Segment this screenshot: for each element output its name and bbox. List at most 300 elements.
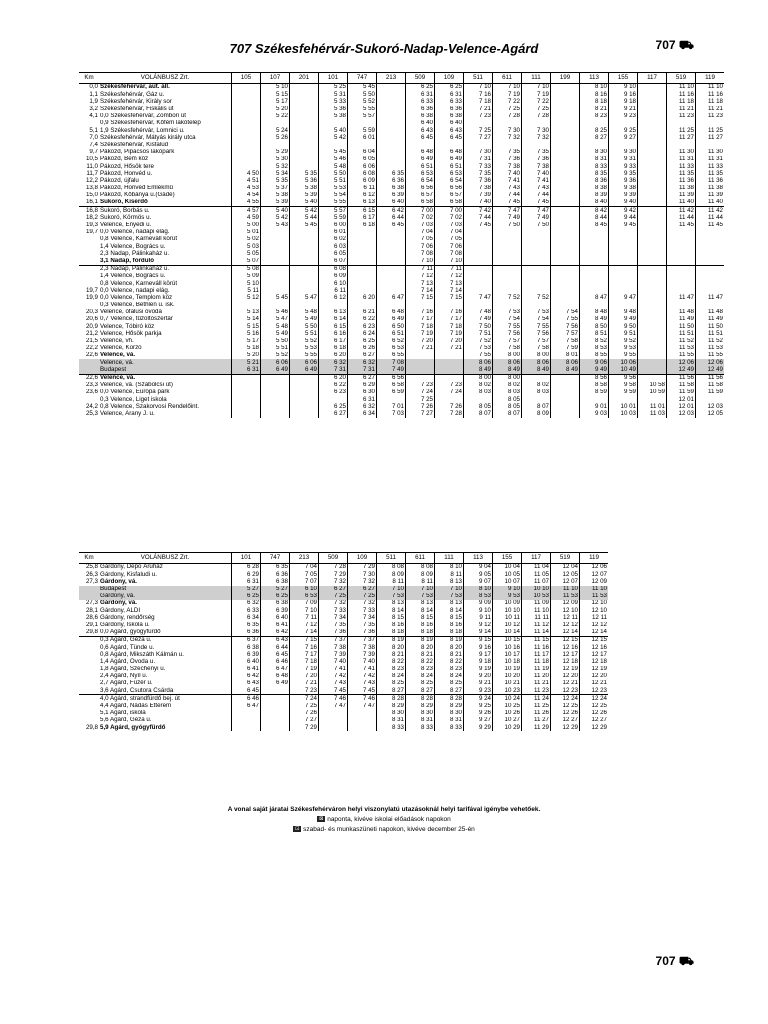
footnote-main: A vonal saját járatai Székesfehérváron helyi viszonylatú utazásoknál helyi tarifával igénybe vehetőek. (227, 806, 541, 813)
departure-time: 6 48 (435, 149, 464, 156)
departure-time: 8 44 (580, 214, 609, 221)
departure-time (232, 106, 261, 113)
departure-time: 5 55 (290, 352, 319, 359)
trip-number: 519 (551, 553, 580, 564)
departure-time: 8 36 (580, 177, 609, 184)
departure-time: 6 05 (319, 250, 348, 257)
departure-time: 6 18 (319, 345, 348, 352)
departure-time (377, 265, 406, 273)
departure-time: 11 18 (667, 98, 696, 105)
departure-time: 7 53 (406, 593, 435, 600)
departure-time: 6 53 (435, 170, 464, 177)
departure-time: 5 10 (232, 280, 261, 287)
table-row (79, 629, 608, 637)
departure-time: 11 38 (667, 185, 696, 192)
departure-time: 6 39 (261, 607, 290, 614)
departure-time: 11 27 (696, 134, 725, 141)
departure-time (290, 163, 319, 170)
departure-time (290, 273, 319, 280)
departure-time: 6 38 (232, 644, 261, 651)
departure-time: 8 24 (377, 673, 406, 680)
departure-time (261, 396, 290, 403)
departure-time: 11 10 (551, 586, 580, 593)
stop-name: 5,6 Agárd, Géza u. (100, 716, 152, 724)
departure-time (522, 243, 551, 250)
departure-time: 8 09 (377, 571, 406, 578)
departure-time (638, 280, 667, 287)
departure-time (551, 192, 580, 199)
departure-time: 7 25 (522, 106, 551, 113)
departure-time: 6 35 (377, 170, 406, 177)
departure-time: 11 25 (522, 703, 551, 710)
departure-time (638, 265, 667, 273)
departure-time: 5 21 (232, 359, 261, 366)
trip-number: 101 (232, 553, 261, 564)
departure-time: 8 39 (580, 192, 609, 199)
departure-time: 10 10 (493, 607, 522, 614)
departure-time (638, 199, 667, 207)
departure-time: 6 39 (377, 192, 406, 199)
departure-time: 8 06 (464, 359, 493, 366)
departure-time: 7 45 (493, 199, 522, 207)
stop-name: 3,1 Nadap, forduló (100, 257, 154, 264)
departure-time: 8 06 (551, 359, 580, 366)
departure-time: 11 59 (696, 389, 725, 396)
departure-time (290, 250, 319, 257)
departure-time: 11 17 (522, 651, 551, 658)
departure-time (406, 366, 435, 374)
departure-time: 6 45 (435, 134, 464, 141)
departure-time: 8 00 (493, 374, 522, 382)
table-row (79, 382, 724, 389)
departure-time: 5 42 (319, 134, 348, 141)
stop-name: 0,0 Velence, nadapi elág. (100, 228, 170, 236)
departure-time: 6 48 (261, 673, 290, 680)
departure-time: 6 49 (261, 366, 290, 374)
departure-time: 8 11 (406, 578, 435, 585)
trip-number: 747 (261, 553, 290, 564)
departure-time: 8 30 (580, 149, 609, 156)
departure-time: 7 25 (290, 703, 319, 710)
departure-time: 6 32 (348, 359, 377, 366)
departure-time (638, 236, 667, 243)
departure-time: 7 08 (377, 359, 406, 366)
departure-time (232, 302, 261, 309)
departure-time: 8 58 (580, 382, 609, 389)
departure-time: 11 44 (696, 214, 725, 221)
departure-time: 7 41 (319, 666, 348, 673)
departure-time: 10 26 (493, 710, 522, 717)
departure-time (580, 250, 609, 257)
stop-name: Gárdony, ALDI (100, 607, 141, 614)
stop-name: Pákozd, Kőbánya u.(Gádé) (100, 191, 175, 199)
departure-time (464, 265, 493, 273)
departure-time: 7 44 (464, 214, 493, 221)
departure-time: 10 04 (493, 564, 522, 572)
departure-time (522, 280, 551, 287)
departure-time: 5 59 (348, 127, 377, 134)
departure-time: 5 35 (261, 177, 290, 184)
departure-time: 12 09 (580, 578, 609, 585)
departure-time (609, 273, 638, 280)
departure-time (696, 120, 725, 127)
timetable-lower (79, 552, 608, 731)
departure-time (290, 280, 319, 287)
trip-number: 107 (261, 73, 290, 84)
departure-time: 6 14 (319, 316, 348, 323)
departure-time: 11 10 (667, 84, 696, 92)
departure-time (551, 374, 580, 382)
departure-time: 8 03 (522, 389, 551, 396)
departure-time (348, 280, 377, 287)
departure-time: 11 45 (667, 222, 696, 229)
trip-number: 201 (290, 73, 319, 84)
departure-time: 8 33 (580, 163, 609, 170)
departure-time: 8 18 (435, 629, 464, 637)
departure-time: 7 24 (406, 389, 435, 396)
departure-time (319, 717, 348, 724)
departure-time: 12 21 (551, 680, 580, 687)
departure-time: 8 00 (522, 352, 551, 359)
departure-time (493, 280, 522, 287)
departure-time: 12 12 (551, 622, 580, 629)
departure-time (638, 106, 667, 113)
departure-time (232, 156, 261, 163)
departure-time: 9 38 (609, 185, 638, 192)
departure-time: 7 11 (290, 614, 319, 621)
departure-time: 6 47 (261, 666, 290, 673)
departure-time: 8 16 (377, 622, 406, 629)
stop-name: 2,3 Nadap, Pálinkaház u. (99, 265, 232, 273)
departure-time: 6 53 (290, 593, 319, 600)
departure-time (638, 396, 667, 403)
departure-time (551, 287, 580, 294)
departure-time: 8 20 (377, 644, 406, 651)
departure-time: 5 57 (319, 207, 348, 215)
departure-time: 5 00 (232, 222, 261, 229)
departure-time: 7 46 (348, 695, 377, 703)
departure-time: 7 18 (435, 323, 464, 330)
departure-time: 8 15 (406, 614, 435, 621)
departure-time: 9 42 (609, 207, 638, 215)
departure-time (551, 98, 580, 105)
km-cell: 25,3 (85, 410, 98, 417)
departure-time (667, 250, 696, 257)
stop-name: Velence, Tóbiró köz (100, 323, 155, 330)
table-row (79, 222, 724, 229)
departure-time: 6 36 (406, 106, 435, 113)
departure-time (522, 258, 551, 266)
departure-time: 7 35 (464, 170, 493, 177)
departure-time: 8 33 (406, 724, 435, 731)
departure-time: 7 32 (319, 600, 348, 607)
departure-time (580, 396, 609, 403)
departure-time: 7 07 (290, 578, 319, 585)
departure-time: 8 24 (406, 673, 435, 680)
departure-time (551, 382, 580, 389)
departure-time: 7 55 (493, 323, 522, 330)
departure-time: 7 41 (493, 177, 522, 184)
departure-time: 7 10 (406, 258, 435, 266)
departure-time: 6 06 (348, 163, 377, 170)
departure-time: 6 54 (435, 177, 464, 184)
departure-time (638, 142, 667, 149)
stop-name: 0,0 Székesfehérvár, Zombori út (100, 112, 186, 120)
stop-name: Gárdony, Depo Áruház (100, 563, 163, 571)
departure-time: 7 15 (290, 636, 319, 644)
departure-time: 9 23 (464, 687, 493, 695)
departure-time (667, 236, 696, 243)
bus-icon: ⛟ (678, 38, 694, 52)
departure-time: 6 35 (232, 622, 261, 629)
departure-time: 10 20 (493, 673, 522, 680)
departure-time: 7 50 (464, 323, 493, 330)
departure-time: 7 04 (435, 229, 464, 236)
departure-time: 5 32 (261, 163, 290, 170)
departure-time: 5 31 (319, 91, 348, 98)
departure-time: 8 59 (580, 389, 609, 396)
departure-time: 6 15 (348, 207, 377, 215)
departure-time: 6 38 (261, 600, 290, 607)
departure-time: 12 14 (551, 629, 580, 637)
departure-time (638, 330, 667, 337)
table-row (79, 316, 724, 323)
departure-time: 7 55 (522, 323, 551, 330)
departure-time: 5 42 (261, 214, 290, 221)
departure-time: 11 53 (551, 593, 580, 600)
stop-name: 0,8 Velence, Szakorvosi Rendelőint. (100, 403, 200, 410)
trip-number: 105 (232, 73, 261, 84)
trip-number: 509 (319, 553, 348, 564)
departure-time: 7 05 (406, 236, 435, 243)
departure-time: 5 49 (261, 330, 290, 337)
departure-time: 5 50 (290, 323, 319, 330)
departure-time: 6 25 (261, 593, 290, 600)
departure-time: 9 29 (464, 724, 493, 731)
departure-time: 6 29 (348, 382, 377, 389)
departure-time: 11 31 (696, 156, 725, 163)
km-cell: 7,4 (89, 141, 98, 148)
departure-time: 10 01 (609, 403, 638, 410)
departure-time (551, 410, 580, 417)
departure-time: 8 20 (406, 644, 435, 651)
departure-time (464, 396, 493, 403)
departure-time: 11 11 (522, 614, 551, 621)
departure-time: 5 52 (348, 98, 377, 105)
departure-time: 8 55 (580, 352, 609, 359)
departure-time (290, 91, 319, 98)
departure-time: 6 06 (261, 359, 290, 366)
departure-time: 11 36 (696, 177, 725, 184)
departure-time: 5 14 (232, 316, 261, 323)
stop-name: Gárdony, vá. (99, 593, 232, 600)
departure-time: 11 29 (522, 724, 551, 731)
departure-time (638, 177, 667, 184)
departure-time: 7 36 (522, 156, 551, 163)
departure-time: 9 25 (609, 127, 638, 134)
departure-time: 9 56 (609, 374, 638, 382)
km-cell (79, 250, 99, 257)
stop-name: Gárdony, Kisfaludi u. (100, 571, 157, 578)
departure-time: 12 19 (580, 666, 609, 673)
departure-time: 7 18 (290, 658, 319, 665)
departure-time: 11 45 (696, 222, 725, 229)
stop-name: Velence, vá. (99, 359, 232, 366)
departure-time: 7 14 (406, 287, 435, 294)
departure-time (232, 389, 261, 396)
departure-time: 11 15 (522, 636, 551, 644)
departure-time: 7 58 (493, 345, 522, 352)
km-cell (79, 651, 99, 658)
departure-time (580, 142, 609, 149)
km-cell: 13,8 (85, 184, 98, 192)
departure-time (696, 258, 725, 266)
departure-time (261, 389, 290, 396)
departure-time: 7 03 (377, 410, 406, 417)
trip-number: 113 (580, 73, 609, 84)
departure-time (406, 302, 435, 309)
departure-time: 6 22 (319, 382, 348, 389)
trip-number: 213 (290, 553, 319, 564)
table-row (79, 265, 724, 273)
departure-time: 7 12 (290, 622, 319, 629)
departure-time: 6 27 (319, 410, 348, 417)
departure-time: 4 50 (232, 170, 261, 177)
departure-time: 7 40 (522, 170, 551, 177)
departure-time: 10 23 (493, 687, 522, 695)
stop-name: 0,8 Velence, Karneváll körút (100, 280, 178, 287)
departure-time (493, 287, 522, 294)
departure-time: 7 53 (377, 593, 406, 600)
departure-time (667, 273, 696, 280)
departure-time: 6 32 (348, 403, 377, 410)
stop-name: 4,0 Agárd, strandfürdő bej. út (99, 695, 232, 703)
table-row (79, 345, 724, 352)
departure-time: 8 49 (580, 316, 609, 323)
departure-time: 11 48 (696, 309, 725, 316)
departure-time (696, 302, 725, 309)
km-cell: 19,7 (85, 287, 98, 294)
stop-name: 5,9 Agárd, gyógyfürdő (100, 724, 166, 731)
departure-time: 8 27 (406, 687, 435, 695)
departure-time (551, 134, 580, 141)
departure-time: 11 33 (696, 163, 725, 170)
departure-time: 6 58 (435, 199, 464, 207)
departure-time: 7 45 (522, 199, 551, 207)
departure-time: 9 36 (609, 177, 638, 184)
departure-time: 12 07 (551, 578, 580, 585)
departure-time: 11 56 (667, 374, 696, 382)
table-row (79, 229, 724, 236)
departure-time: 11 39 (667, 192, 696, 199)
km-cell: 0,0 (89, 83, 98, 91)
stop-name: 1,4 Velence, Bogrács u. (100, 243, 166, 250)
departure-time: 9 23 (609, 113, 638, 120)
departure-time (290, 396, 319, 403)
departure-time: 4 57 (232, 207, 261, 215)
departure-time: 6 01 (319, 229, 348, 236)
departure-time (638, 120, 667, 127)
stop-name: Pákozd, Honvéd u. (100, 170, 153, 177)
departure-time (667, 229, 696, 236)
departure-time (232, 149, 261, 156)
departure-time (551, 243, 580, 250)
trip-number: 611 (493, 73, 522, 84)
departure-time (261, 687, 290, 695)
departure-time: 7 17 (435, 316, 464, 323)
departure-time (551, 156, 580, 163)
departure-time: 6 44 (261, 644, 290, 651)
departure-time: 12 49 (667, 366, 696, 374)
km-cell: 5,1 (89, 127, 98, 134)
table-row (79, 695, 608, 703)
departure-time: 8 21 (406, 651, 435, 658)
departure-time (464, 302, 493, 309)
departure-time: 9 07 (464, 578, 493, 585)
departure-time (609, 250, 638, 257)
departure-time: 6 40 (261, 614, 290, 621)
departure-time: 9 44 (609, 214, 638, 221)
departure-time (667, 120, 696, 127)
departure-time (290, 236, 319, 243)
departure-time: 8 14 (406, 607, 435, 614)
departure-time: 12 17 (551, 651, 580, 658)
departure-time: 12 23 (551, 687, 580, 695)
stop-name: Velence, ófalusi óvoda (100, 308, 162, 316)
departure-time (638, 156, 667, 163)
departure-time: 5 53 (319, 185, 348, 192)
departure-time: 8 08 (377, 564, 406, 572)
departure-time (261, 229, 290, 236)
departure-time (580, 287, 609, 294)
departure-time (377, 250, 406, 257)
departure-time: 12 16 (580, 644, 609, 651)
departure-time (667, 258, 696, 266)
departure-time: 7 19 (522, 91, 551, 98)
table-row (79, 396, 724, 403)
departure-time: 8 28 (377, 695, 406, 703)
departure-time: 7 35 (348, 622, 377, 629)
departure-time: 4 54 (232, 192, 261, 199)
stop-name: Sukoró, Borbás u. (99, 207, 232, 215)
departure-time: 5 59 (319, 214, 348, 221)
departure-time (319, 724, 348, 731)
departure-time (348, 273, 377, 280)
departure-time: 5 40 (261, 207, 290, 215)
km-cell: 11,7 (86, 170, 98, 177)
table-row (79, 710, 608, 717)
departure-time: 12 29 (580, 724, 609, 731)
departure-time (638, 302, 667, 309)
stop-name: Velence, vá. (100, 351, 136, 359)
departure-time: 11 23 (522, 687, 551, 695)
departure-time: 6 37 (232, 636, 261, 644)
km-cell: 19,3 (85, 221, 98, 229)
departure-time: 7 05 (290, 571, 319, 578)
departure-time (377, 134, 406, 141)
trip-number: 111 (435, 553, 464, 564)
departure-time: 7 54 (493, 316, 522, 323)
departure-time: 8 06 (522, 359, 551, 366)
departure-time: 9 51 (609, 330, 638, 337)
departure-time: 7 30 (493, 127, 522, 134)
km-cell: 25,8 (85, 563, 98, 571)
departure-time (261, 120, 290, 127)
departure-time: 11 04 (522, 564, 551, 572)
departure-time (638, 294, 667, 301)
departure-time: 12 27 (551, 717, 580, 724)
km-cell: 18,2 (85, 214, 98, 221)
